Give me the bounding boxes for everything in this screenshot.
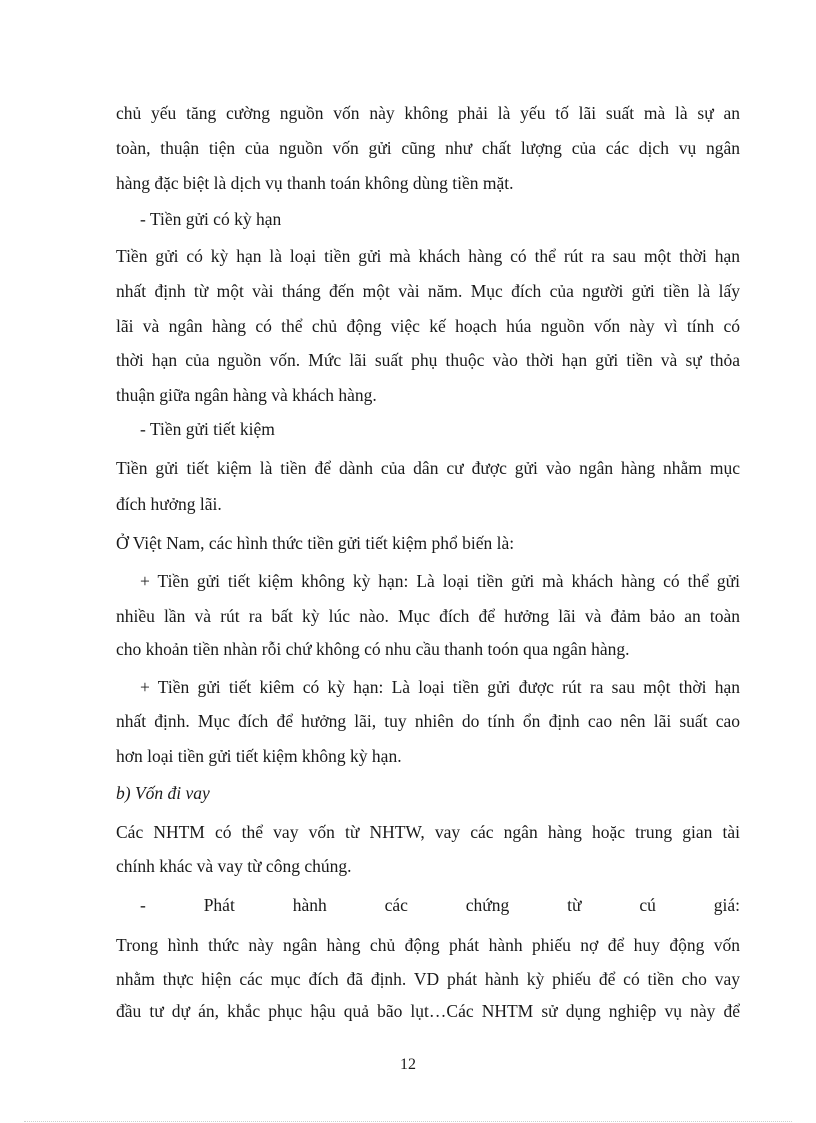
paragraph-line: Trong hình thức này ngân hàng chủ động phát hành phiếu nợ để huy động vốn: [116, 935, 740, 955]
paragraph-line: thời hạn của nguồn vốn. Mức lãi suất phụ thuộc vào thời hạn gửi tiền và sự thỏa: [116, 350, 740, 370]
paragraph-line: + Tiền gửi tiết kiệm không kỳ hạn: Là loại tiền gửi mà khách hàng có thể gửi: [140, 571, 740, 591]
paragraph-line: lãi và ngân hàng có thể chủ động việc kế hoạch húa nguồn vốn này vì tính có: [116, 316, 740, 336]
section-heading-savings-deposit: - Tiền gửi tiết kiệm: [140, 419, 275, 439]
page-bottom-divider: [24, 1121, 792, 1122]
paragraph-line: hơn loại tiền gửi tiết kiệm không kỳ hạn.: [116, 746, 402, 766]
section-heading-term-deposit: - Tiền gửi có kỳ hạn: [140, 209, 282, 229]
paragraph-line: Ở Việt Nam, các hình thức tiền gửi tiết kiệm phổ biến là:: [116, 533, 515, 553]
paragraph-line: chính khác và vay từ công chúng.: [116, 856, 352, 876]
paragraph-line: nhất định từ một vài tháng đến một vài năm. Mục đích của người gửi tiền là lấy: [116, 281, 740, 301]
paragraph-line: Các NHTM có thể vay vốn từ NHTW, vay các ngân hàng hoặc trung gian tài: [116, 822, 740, 842]
section-heading-borrowed-capital: b) Vốn đi vay: [116, 783, 210, 803]
paragraph-line: đầu tư dự án, khắc phục hậu quả bão lụt…Các NHTM sử dụng nghiệp vụ này để: [116, 1001, 740, 1021]
paragraph-line: chủ yếu tăng cường nguồn vốn này không phải là yếu tố lãi suất mà là sự an: [116, 103, 740, 123]
paragraph-line: nhất định. Mục đích để hưởng lãi, tuy nhiên do tính ổn định cao nên lãi suất cao: [116, 711, 740, 731]
paragraph-line: nhiều lần và rút ra bất kỳ lúc nào. Mục đích để hưởng lãi và đảm bảo an toàn: [116, 606, 740, 626]
paragraph-line: + Tiền gửi tiết kiêm có kỳ hạn: Là loại tiền gửi được rút ra sau một thời hạn: [140, 677, 740, 697]
paragraph-line: hàng đặc biệt là dịch vụ thanh toán không dùng tiền mặt.: [116, 173, 514, 193]
paragraph-line: toàn, thuận tiện của nguồn vốn gửi cũng như chất lượng của các dịch vụ ngân: [116, 138, 740, 158]
paragraph-line: nhằm thực hiện các mục đích đã định. VD phát hành kỳ phiếu để có tiền cho vay: [116, 969, 740, 989]
paragraph-line: Tiền gửi tiết kiệm là tiền để dành của dân cư được gửi vào ngân hàng nhằm mục: [116, 458, 740, 478]
paragraph-line: đích hưởng lãi.: [116, 494, 222, 514]
paragraph-line: cho khoản tiền nhàn rỗi chứ không có nhu cầu thanh toón qua ngân hàng.: [116, 639, 630, 659]
paragraph-line: thuận giữa ngân hàng và khách hàng.: [116, 385, 377, 405]
paragraph-line: Tiền gửi có kỳ hạn là loại tiền gửi mà khách hàng có thể rút ra sau một thời hạn: [116, 246, 740, 266]
page-number: 12: [400, 1056, 416, 1073]
section-heading-valuable-papers: - Phát hành các chứng từ cú giá:: [140, 895, 740, 915]
